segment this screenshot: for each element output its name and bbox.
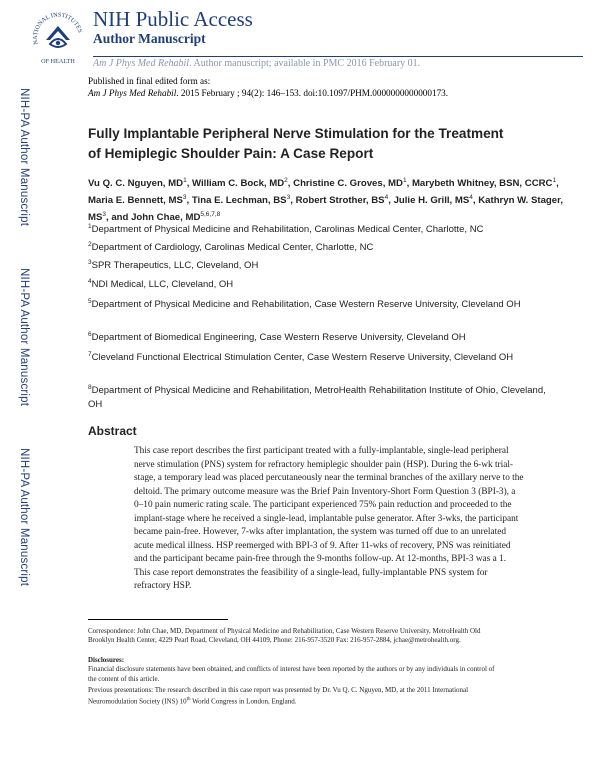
affiliation-text: Department of Physical Medicine and Rehabilitation, Case Western Reserve University, Cleveland OH	[91, 299, 521, 311]
affiliation-text: NDI Medical, LLC, Cleveland, OH	[91, 279, 234, 291]
footnote-disclosures	[88, 656, 498, 684]
author-name: Vu Q. C. Nguyen, MD	[88, 178, 184, 190]
affiliation-text: Department of Physical Medicine and Rehabilitation, MetroHealth Rehabilitation Institute of Ohio, Cleveland, OH	[88, 385, 546, 411]
author-name: John Chae, MD	[131, 212, 201, 224]
author-name: Marybeth Whitney, BSN, CCRC	[411, 178, 553, 190]
author-name: Christine C. Groves, MD	[293, 178, 403, 190]
affiliation-text: SPR Therapeutics, LLC, Cleveland, OH	[91, 260, 259, 272]
header-divider	[93, 56, 583, 57]
affiliation-item	[88, 381, 548, 412]
header-availability	[93, 58, 420, 69]
affiliation-number: 4	[88, 278, 92, 285]
author-affiliation-sup: 5,6,7,8	[200, 211, 221, 219]
affiliation-item	[88, 295, 548, 312]
affiliation-item	[88, 328, 548, 345]
affiliation-text: Department of Physical Medicine and Rehabilitation, Carolinas Medical Center, Charlotte, NC	[91, 224, 484, 236]
logo-emblem-icon	[46, 26, 70, 47]
article-title	[88, 124, 578, 164]
affiliation-number: 1	[88, 223, 92, 230]
author-affiliation-sup: 4	[469, 194, 473, 202]
header-availability-text: . Author manuscript; available in PMC 2016 February 01.	[189, 58, 421, 69]
sidebar-label-bottom: NIH-PA Author Manuscript	[18, 448, 30, 587]
sidebar-label-middle: NIH-PA Author Manuscript	[18, 268, 30, 407]
affiliation-item	[88, 275, 548, 292]
logo-bottom-text: OF HEALTH	[41, 58, 75, 65]
affiliation-item	[88, 348, 548, 365]
footnote-divider	[88, 619, 228, 620]
author-name: Maria E. Bennett, MS	[88, 195, 183, 207]
previous-text-end: World Congress in London, England.	[190, 697, 297, 706]
affiliation-item	[88, 256, 548, 273]
author-list: Vu Q. C. Nguyen, $MD^1$, William C. Bock, $MD^2$, Christine C. Groves, $MD^1$, Marybeth Whitney, BSN, CCRC$^1$, Maria E. Bennett, $MS^3$, Tina E. Lechman, $BS^3$, Robert Strother, $BS^4$, Julie H. Grill, $MS^4$, Kathryn W. Stager, $MS^3$, and John Chae, MD$^{5,6,7,8}$	[88, 177, 563, 224]
affiliation-number: 2	[88, 241, 92, 248]
author-affiliation-sup: 4	[384, 194, 389, 202]
footnote-previous-presentations	[88, 686, 498, 707]
affiliation-item	[88, 220, 548, 237]
author-name: Tina E. Lechman, BS	[191, 195, 287, 207]
previous-text: Previous presentations: The research described in this case report was presented by Dr. Vu Q. C. Nguyen, MD, at the 2011 International Neuromodulation Society (INS) 10	[88, 686, 469, 706]
author-name: Julie H. Grill, MS	[393, 195, 470, 207]
header-subtitle: Author Manuscript	[93, 31, 206, 46]
author-affiliation-sup: 2	[284, 177, 288, 184]
disclosures-label: Disclosures:	[88, 656, 125, 664]
author-affiliation-sup: 3	[182, 194, 187, 202]
affiliation-item	[88, 238, 548, 255]
affiliation-number: 3	[88, 259, 92, 266]
nih-logo	[28, 8, 88, 68]
affiliation-number: 8	[88, 384, 92, 391]
author-name: William C. Bock, MD	[192, 178, 285, 190]
header-journal: Am J Phys Med Rehabil	[93, 58, 190, 69]
citation-details: . 2015 February ; 94(2): 146–153. doi:10.1097/PHM.0000000000000173.	[176, 88, 449, 98]
citation-journal: Am J Phys Med Rehabil	[88, 88, 177, 98]
published-in-label: Published in final edited form as:	[88, 76, 211, 86]
author-affiliation-sup: 1	[183, 177, 187, 184]
affiliation-number: 6	[88, 331, 92, 338]
abstract-heading: Abstract	[88, 424, 137, 438]
author-affiliation-sup: 3	[286, 194, 291, 202]
affiliation-text: Department of Cardiology, Carolinas Medical Center, Charlotte, NC	[91, 242, 374, 254]
article-title-line-2: of Hemiplegic Shoulder Pain: A Case Report	[88, 146, 374, 161]
sidebar-label-top: NIH-PA Author Manuscript	[18, 88, 30, 227]
affiliation-text: Cleveland Functional Electrical Stimulation Center, Case Western Reserve University, Cleveland OH	[91, 352, 514, 364]
citation-line	[88, 88, 448, 98]
affiliation-text: Department of Biomedical Engineering, Case Western Reserve University, Cleveland OH	[91, 332, 466, 344]
author-name: Robert Strother, BS	[295, 195, 385, 207]
author-name: Kathryn W. Stager, MS	[88, 195, 563, 224]
disclosures-text: Financial disclosure statements have been obtained, and conflicts of interest have been reported by the authors or by any individuals in control of the content of this article.	[88, 665, 495, 683]
logo-arc-text: NATIONAL INSTITUTES	[31, 11, 84, 46]
author-affiliation-sup: 1	[552, 177, 557, 184]
footnote-correspondence: Correspondence: John Chae, MD, Department of Physical Medicine and Rehabilitation, Case Western Reserve University, MetroHealth Old Brooklyn Health Center, 4229 Pearl Road, Cleveland, OH 44109, Phone: 216-957-3520 Fax: 216-957-2884, jchae@metrohealth.org.	[88, 627, 481, 645]
author-affiliation-sup: 1	[402, 177, 407, 184]
header-title: NIH Public Access	[93, 7, 253, 31]
abstract-body: This case report describes the first participant treated with a fully-implantable, single-lead peripheral nerve stimulation (PNS) system for refractory hemiplegic shoulder pain (HSP). During the 6-wk trial-stage, a temporary lead was placed percutaneously near the terminal branches of the axillary nerve to the deltoid. The primary outcome measure was the Brief Pain Inventory-Short Form Question 3 (BPI-3), a 0–10 pain numeric rating scale. The participant experienced 75% pain reduction and proceeded to the implant-stage where he received a single-lead, implantable pulse generator. After 3-wks, the participant became pain-free. However, 7-wks after implantation, the system was turned off due to an unrelated acute medical illness. HSP reemerged with BPI-3 of 9. After 11-wks of recovery, PNS was reinitiated and the participant became pain-free through the 9-months follow-up. At 12-months, BPI-3 was a 1. This case report demonstrates the feasibility of a single-lead, fully-implantable PNS system for refractory HSP.	[134, 446, 524, 591]
previous-sup: th	[186, 697, 191, 703]
affiliation-number: 5	[88, 298, 92, 305]
article-title-line-1: Fully Implantable Peripheral Nerve Stimulation for the Treatment	[88, 126, 504, 141]
author-affiliation-sup: 3	[102, 211, 107, 219]
affiliation-number: 7	[88, 351, 92, 358]
